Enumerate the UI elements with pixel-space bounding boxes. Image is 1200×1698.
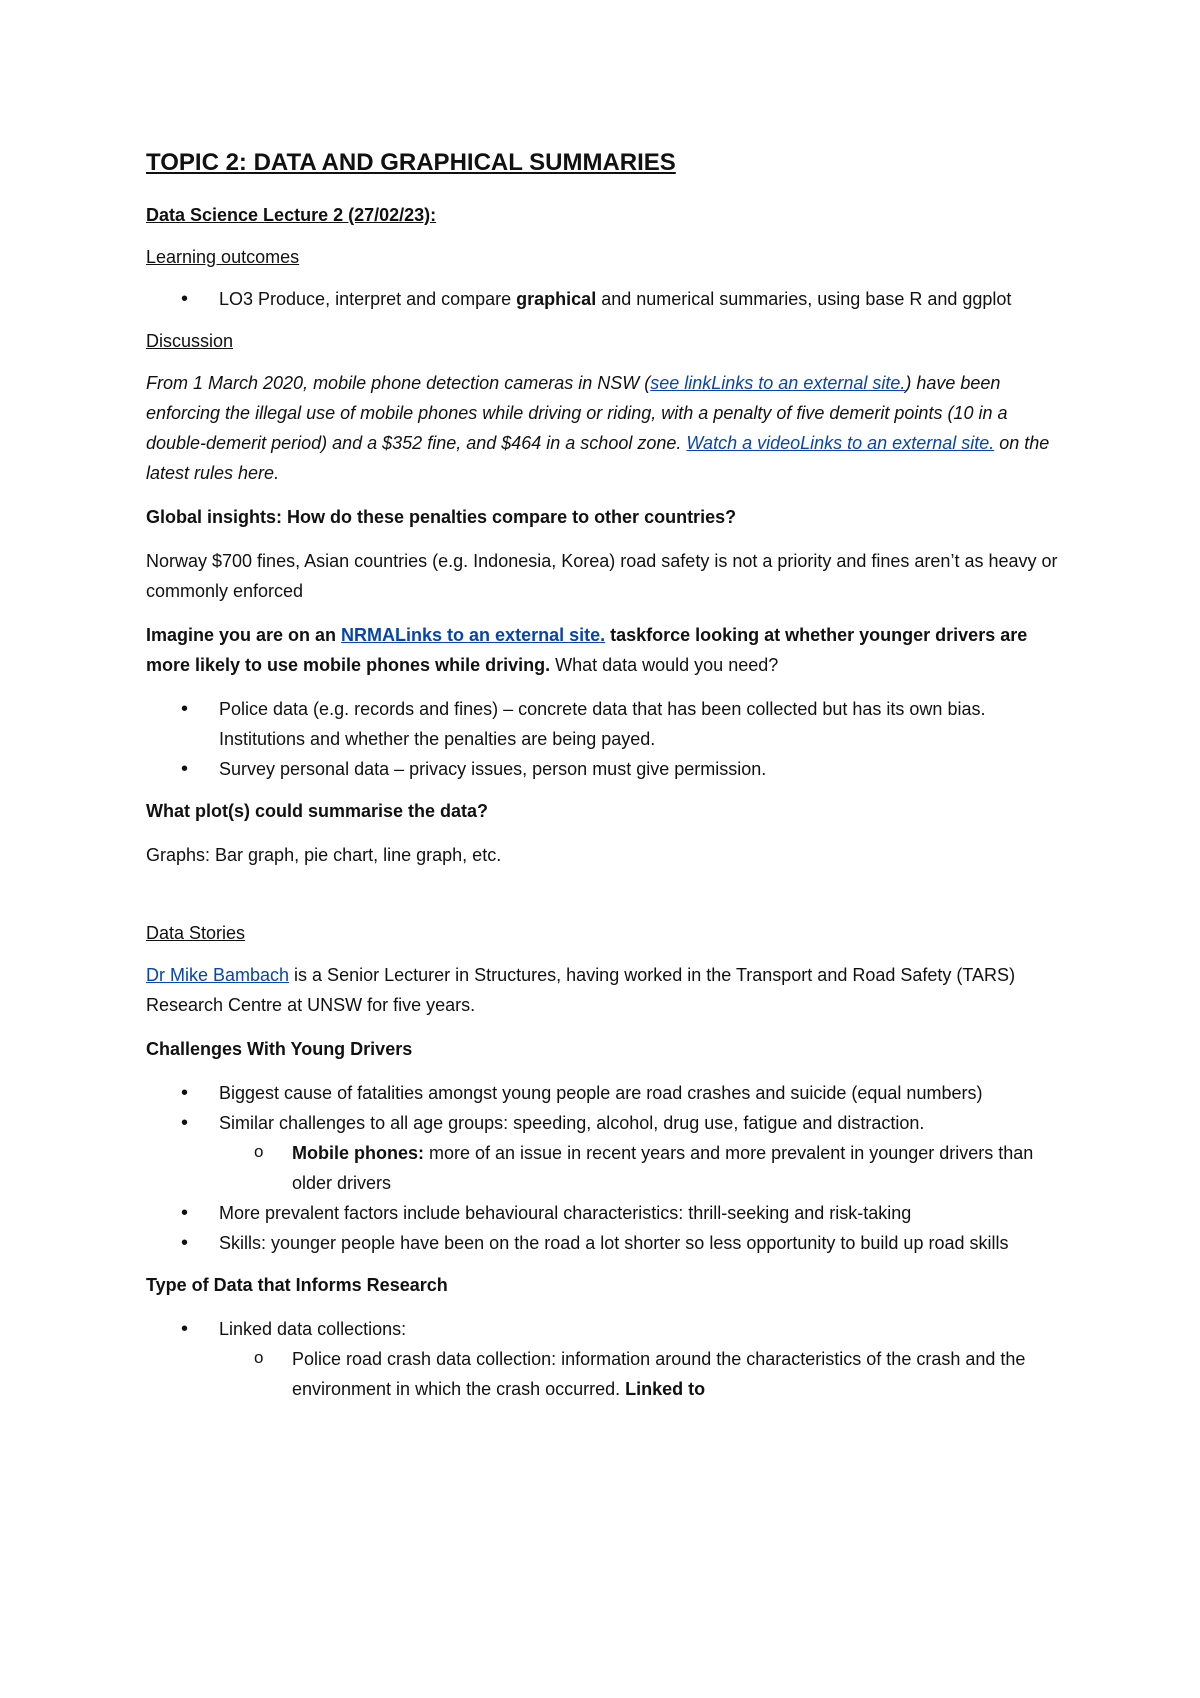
list-item: • Linked data collections: o Police road crash data collection: information around the characteristics of the crash and the environment in which the crash occurred. Linked to (146, 1314, 1070, 1404)
global-insights-question: Global insights: How do these penalties compare to other countries? (146, 507, 737, 527)
data-needed-list (146, 694, 1070, 784)
imagine-paragraph: Imagine you are on an NRMALinks to an external site. taskforce looking at whether younger drivers are more likely to use mobile phones while driving. What data would you need? (146, 625, 1028, 675)
lecture-heading: Data Science Lecture 2 (27/02/23): (146, 205, 437, 225)
research-heading: Type of Data that Informs Research (146, 1275, 448, 1295)
plot-answer: Graphs: Bar graph, pie chart, line graph, etc. (146, 845, 502, 865)
learning-outcome-item: • LO3 Produce, interpret and compare graphical and numerical summaries, using base R and ggplot (146, 284, 1070, 314)
discussion-paragraph: From 1 March 2020, mobile phone detection cameras in NSW (see linkLinks to an external site.) have been enforcing the illegal use of mobile phones while driving or riding, with a penalty of five demerit points (10 in a double-demerit period) and a $352 fine, and $464 in a school zone. Watch a videoLinks to an external site. on the latest rules here. (146, 373, 1050, 483)
learning-outcomes-heading: Learning outcomes (146, 247, 300, 267)
sub-list (219, 1344, 1070, 1404)
sub-list-item: o Police road crash data collection: information around the characteristics of the crash and the environment in which the crash occurred. Linked to (219, 1344, 1070, 1404)
see-link[interactable]: see linkLinks to an external site. (650, 373, 906, 393)
challenges-list (146, 1078, 1070, 1258)
challenges-heading: Challenges With Young Drivers (146, 1039, 413, 1059)
global-insights-answer: Norway $700 fines, Asian countries (e.g. Indonesia, Korea) road safety is not a priority and fines aren’t as heavy or commonly enforced (146, 551, 1058, 601)
page-title: TOPIC 2: DATA AND GRAPHICAL SUMMARIES (146, 149, 676, 176)
plot-question: What plot(s) could summarise the data? (146, 801, 489, 821)
nrma-link[interactable]: NRMALinks to an external site. (341, 625, 606, 645)
learning-outcomes-list (146, 284, 1070, 314)
list-item: • Skills: younger people have been on the road a lot shorter so less opportunity to build up road skills (146, 1228, 1070, 1258)
watch-video-link[interactable]: Watch a videoLinks to an external site. (686, 433, 995, 453)
discussion-heading: Discussion (146, 331, 234, 351)
sub-list-item: o Mobile phones: more of an issue in recent years and more prevalent in younger drivers than older drivers (219, 1138, 1070, 1198)
research-list (146, 1314, 1070, 1404)
list-item: • Biggest cause of fatalities amongst young people are road crashes and suicide (equal numbers) (146, 1078, 1070, 1108)
data-stories-heading: Data Stories (146, 923, 246, 943)
list-item: • Police data (e.g. records and fines) – concrete data that has been collected but has its own bias. Institutions and whether the penalties are being payed. (146, 694, 1070, 754)
sub-list (219, 1138, 1070, 1198)
list-item: • More prevalent factors include behavioural characteristics: thrill-seeking and risk-taking (146, 1198, 1070, 1228)
mike-bambach-link[interactable]: Dr Mike Bambach (146, 965, 290, 985)
list-item: • Survey personal data – privacy issues, person must give permission. (146, 754, 1070, 784)
data-stories-intro: Dr Mike Bambach is a Senior Lecturer in Structures, having worked in the Transport and Road Safety (TARS) Research Centre at UNSW for five years. (146, 965, 1016, 1015)
spacer (146, 884, 1070, 918)
list-item: • Similar challenges to all age groups: speeding, alcohol, drug use, fatigue and distraction. o Mobile phones: more of an issue in recent years and more prevalent in younger drivers than older drivers (146, 1108, 1070, 1198)
